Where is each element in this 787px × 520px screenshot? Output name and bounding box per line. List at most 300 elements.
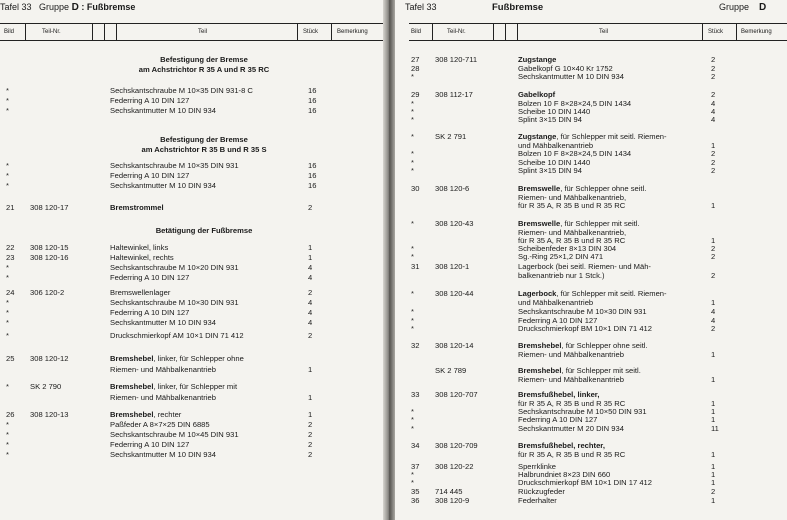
bild-cell: 37: [411, 462, 420, 471]
teil-nr-cell: 308 120-44: [435, 289, 474, 298]
col-bild: Bild: [4, 29, 15, 35]
stueck-cell: 1: [711, 399, 716, 408]
section-heading: am Achstrichtor R 35 A und R 35 RC: [138, 65, 270, 74]
teil-text: , für Schlepper mit seitl.: [560, 219, 640, 228]
stueck-cell: 4: [308, 273, 313, 282]
teil-text: Federring A 10 DIN 127: [110, 440, 190, 449]
table-row: [0, 354, 383, 364]
stueck-cell: 16: [308, 86, 317, 95]
stueck-cell: 1: [711, 496, 716, 505]
teil-cell: [110, 430, 239, 440]
teil-cell: [518, 72, 624, 82]
teil-text: Splint 3×15 DIN 94: [518, 166, 582, 175]
table-row: [0, 420, 383, 430]
teil-text: Lagerbock (bei seitl. Riemen- und Mäh-: [518, 262, 651, 271]
stueck-cell: 2: [711, 64, 716, 73]
col-teil-nr: Teil-Nr.: [42, 29, 61, 35]
stueck-cell: 4: [308, 263, 313, 272]
col-bemerkung: Bemerkung: [741, 29, 772, 35]
teil-text: Rückzugfeder: [518, 487, 565, 496]
stueck-cell: 4: [711, 115, 716, 124]
table-header: [0, 23, 383, 41]
table-row: [0, 243, 383, 253]
bild-cell: *: [6, 450, 9, 459]
bild-cell: *: [6, 161, 9, 170]
teil-text: , linker, für Schlepper ohne: [153, 354, 244, 363]
bild-cell: *: [411, 166, 414, 175]
stueck-cell: 1: [308, 253, 313, 262]
page-header-gruppe: [719, 2, 766, 13]
stueck-cell: 1: [711, 298, 716, 307]
teil-text: , für Schlepper mit seitl. Riemen-: [556, 289, 667, 298]
table-row: [395, 424, 787, 434]
teil-bold: Lagerbock: [518, 289, 557, 298]
teil-text: Sechskantmutter M 10 DIN 934: [518, 72, 624, 81]
teil-text: Sechskantschraube M 10×50 DIN 931: [518, 407, 647, 416]
col-stueck: Stück: [303, 29, 319, 35]
teil-text: Druckschmierkopf BM 10×1 DIN 71 412: [518, 324, 653, 333]
stueck-cell: 2: [711, 72, 716, 81]
table-row: [0, 450, 383, 460]
col-bild: Bild: [411, 29, 422, 35]
bild-cell: 25: [6, 354, 15, 363]
table-header: [409, 23, 787, 41]
teil-text: Sechskantmutter M 10 DIN 934: [110, 450, 216, 459]
teil-bold: Bremswelle: [518, 184, 561, 193]
teil-cell: [110, 318, 216, 328]
teil-cell: [518, 350, 624, 360]
teil-text: Federring A 10 DIN 127: [110, 273, 190, 282]
stueck-cell: 16: [308, 106, 317, 115]
teil-cell: [110, 420, 210, 430]
teil-nr-cell: 308 120-707: [435, 390, 478, 399]
bild-cell: *: [411, 316, 414, 325]
bild-cell: *: [6, 106, 9, 115]
page-title: Fußbremse: [492, 2, 544, 13]
teil-cell: [110, 450, 216, 460]
teil-text: und Mähbalkenantrieb: [518, 141, 594, 150]
bild-cell: *: [411, 99, 414, 108]
stueck-cell: 2: [308, 420, 313, 429]
bild-cell: *: [6, 298, 9, 307]
teil-text: Federring A 10 DIN 127: [110, 96, 190, 105]
bild-cell: *: [411, 307, 414, 316]
teil-text: Druckschmierkopf BM 10×1 DIN 17 412: [518, 478, 653, 487]
teil-text: Halbrundniet 8×23 DIN 660: [518, 470, 611, 479]
gruppe-label: Gruppe: [719, 2, 750, 12]
col-stueck: Stück: [708, 29, 724, 35]
teil-nr-cell: 308 120-6: [435, 184, 470, 193]
teil-nr-cell: SK 2 790: [30, 382, 62, 391]
bild-cell: *: [411, 72, 414, 81]
table-row: [395, 72, 787, 82]
teil-text: für R 35 A, R 35 B und R 35 RC: [518, 201, 626, 210]
table-row: [395, 201, 787, 211]
section-heading: am Achstrichtor R 35 B und R 35 S: [141, 145, 267, 154]
teil-cell: [110, 365, 216, 375]
teil-nr-cell: 308 120-1: [435, 262, 470, 271]
stueck-cell: 2: [308, 440, 313, 449]
table-row: [0, 410, 383, 420]
bild-cell: 27: [411, 55, 420, 64]
teil-text: Gabelkopf G 10×40 Kr 1752: [518, 64, 613, 73]
bild-cell: *: [6, 382, 9, 391]
teil-text: und Mähbalkenantrieb: [518, 298, 594, 307]
teil-cell: [518, 375, 624, 385]
teil-text: Haltewinkel, rechts: [110, 253, 174, 262]
col-bemerkung: Bemerkung: [337, 29, 368, 35]
teil-bold: Bremsfußhebel, rechter,: [518, 441, 605, 450]
gruppe-letter: D: [759, 2, 767, 13]
stueck-cell: 2: [711, 90, 716, 99]
table-row: [0, 308, 383, 318]
table-row: [395, 115, 787, 125]
bild-cell: 28: [411, 64, 420, 73]
bild-cell: *: [411, 107, 414, 116]
teil-bold: Bremshebel: [518, 366, 562, 375]
bild-cell: 31: [411, 262, 420, 271]
table-row: [0, 318, 383, 328]
table-row: [0, 253, 383, 263]
teil-cell: [110, 331, 244, 341]
table-row: [395, 350, 787, 360]
bild-cell: 33: [411, 390, 420, 399]
bild-cell: 29: [411, 90, 420, 99]
teil-cell: [110, 410, 181, 420]
bild-cell: 24: [6, 288, 15, 297]
teil-bold: Bremshebel: [110, 410, 154, 419]
bild-cell: 32: [411, 341, 420, 350]
teil-cell: [110, 253, 174, 263]
teil-text: Scheibe 10 DIN 1440: [518, 158, 591, 167]
stueck-cell: 2: [711, 244, 716, 253]
bild-cell: *: [6, 263, 9, 272]
teil-cell: [518, 252, 603, 262]
teil-nr-cell: 308 120-13: [30, 410, 69, 419]
bild-cell: *: [6, 273, 9, 282]
teil-nr-cell: SK 2 789: [435, 366, 467, 375]
teil-text: für R 35 A, R 35 B und R 35 RC: [518, 450, 626, 459]
teil-text: Riemen- und Mähbalkenantrieb,: [518, 193, 627, 202]
stueck-cell: 1: [308, 365, 313, 374]
stueck-cell: 1: [711, 478, 716, 487]
teil-text: für R 35 A, R 35 B und R 35 RC: [518, 399, 626, 408]
teil-text: Riemen- und Mähbalkenantrieb: [518, 350, 624, 359]
section-heading: Befestigung der Bremse: [160, 135, 248, 144]
stueck-cell: 1: [711, 236, 716, 245]
stueck-cell: 2: [308, 331, 313, 340]
table-row: [0, 430, 383, 440]
stueck-cell: 1: [711, 141, 716, 150]
table-row: [0, 181, 383, 191]
teil-cell: [110, 171, 189, 181]
teil-text: Riemen- und Mähbalkenantrieb: [110, 365, 216, 374]
teil-text: Federhalter: [518, 496, 557, 505]
teil-bold: Bremstrommel: [110, 203, 164, 212]
teil-bold: Gabelkopf: [518, 90, 556, 99]
bild-cell: 26: [6, 410, 15, 419]
col-teil: Teil: [198, 29, 208, 35]
teil-text: Bremswellenlager: [110, 288, 171, 297]
bild-cell: *: [411, 478, 414, 487]
left-page: [0, 0, 383, 520]
teil-text: Scheibe 10 DIN 1440: [518, 107, 591, 116]
table-row: [0, 171, 383, 181]
teil-cell: [518, 201, 625, 211]
bild-cell: *: [411, 219, 414, 228]
bild-cell: *: [6, 96, 9, 105]
bild-cell: *: [411, 132, 414, 141]
teil-cell: [110, 393, 216, 403]
table-row: [395, 166, 787, 176]
stueck-cell: 2: [308, 288, 313, 297]
teil-text: Sechskantschraube M 10×45 DIN 931: [110, 430, 239, 439]
teil-text: Sechskantmutter M 10 DIN 934: [110, 106, 216, 115]
teil-text: Sechskantmutter M 20 DIN 934: [518, 424, 624, 433]
stueck-cell: 2: [711, 487, 716, 496]
stueck-cell: 1: [711, 407, 716, 416]
teil-bold: Bremshebel: [110, 382, 154, 391]
teil-text: Sg.-Ring 25×1,2 DIN 471: [518, 252, 604, 261]
bild-cell: *: [411, 115, 414, 124]
teil-nr-cell: 308 120-711: [435, 55, 478, 64]
page-header: [0, 2, 135, 13]
teil-nr-cell: 308 120-17: [30, 203, 69, 212]
teil-bold: Bremshebel: [518, 341, 562, 350]
teil-text: Riemen- und Mähbalkenantrieb,: [518, 228, 627, 237]
teil-text: Sechskantschraube M 10×20 DIN 931: [110, 263, 239, 272]
table-row: [0, 288, 383, 298]
teil-text: Splint 3×15 DIN 94: [518, 115, 582, 124]
teil-cell: [110, 354, 244, 364]
bild-cell: *: [6, 440, 9, 449]
teil-bold: Bremshebel: [110, 354, 154, 363]
table-row: [0, 382, 383, 392]
teil-text: Haltewinkel, links: [110, 243, 169, 252]
bild-cell: *: [411, 158, 414, 167]
stueck-cell: 16: [308, 161, 317, 170]
teil-cell: [110, 440, 189, 450]
table-row: [0, 365, 383, 375]
bild-cell: 35: [411, 487, 420, 496]
table-row: [0, 106, 383, 116]
teil-text: Bolzen 10 F 8×28×24,5 DIN 1434: [518, 99, 632, 108]
stueck-cell: 1: [308, 243, 313, 252]
gruppe-label: Gruppe: [39, 2, 70, 12]
gruppe-letter: D: [71, 2, 79, 13]
teil-text: für R 35 A, R 35 B und R 35 RC: [518, 236, 626, 245]
teil-text: Sechskantschraube M 10×30 DIN 931: [110, 298, 239, 307]
teil-text: , rechter: [153, 410, 182, 419]
table-row: [0, 161, 383, 171]
table-row: [395, 271, 787, 281]
bild-cell: *: [411, 407, 414, 416]
table-row: [0, 96, 383, 106]
bild-cell: *: [411, 470, 414, 479]
bild-cell: *: [411, 424, 414, 433]
teil-cell: [518, 496, 557, 506]
teil-text: , für Schlepper mit seitl. Riemen-: [556, 132, 667, 141]
section-heading: Befestigung der Bremse: [160, 55, 248, 64]
teil-cell: [110, 382, 237, 392]
bild-cell: *: [411, 149, 414, 158]
teil-text: Sperrklinke: [518, 462, 556, 471]
table-row: [0, 86, 383, 96]
bild-cell: *: [6, 86, 9, 95]
teil-cell: [110, 263, 239, 273]
teil-text: , für Schlepper ohne seitl.: [561, 341, 648, 350]
teil-cell: [110, 243, 168, 253]
table-row: [395, 375, 787, 385]
teil-cell: [110, 96, 189, 106]
teil-text: , linker, für Schlepper mit: [153, 382, 238, 391]
teil-nr-cell: 308 120-709: [435, 441, 478, 450]
bild-cell: *: [6, 430, 9, 439]
table-row: [0, 298, 383, 308]
teil-text: Sechskantschraube M 10×35 DIN 931: [110, 161, 239, 170]
bild-cell: *: [6, 308, 9, 317]
bild-cell: 36: [411, 496, 420, 505]
teil-nr-cell: 308 120-22: [435, 462, 474, 471]
teil-text: Federring A 10 DIN 127: [110, 171, 190, 180]
table-row: [0, 263, 383, 273]
tafel-label: Tafel 33: [0, 2, 32, 12]
teil-nr-cell: 308 120-15: [30, 243, 69, 252]
bild-cell: *: [6, 171, 9, 180]
stueck-cell: 1: [711, 450, 716, 459]
teil-cell: [110, 298, 239, 308]
bild-cell: *: [411, 244, 414, 253]
teil-cell: [110, 308, 189, 318]
stueck-cell: 1: [711, 462, 716, 471]
table-row: [0, 440, 383, 450]
table-row: [0, 203, 383, 213]
stueck-cell: 4: [308, 308, 313, 317]
bild-cell: *: [6, 331, 9, 340]
bild-cell: *: [411, 324, 414, 333]
col-teil: Teil: [599, 29, 609, 35]
teil-bold: Bremswelle: [518, 219, 561, 228]
stueck-cell: 2: [308, 430, 313, 439]
bild-cell: *: [6, 181, 9, 190]
bild-cell: *: [411, 289, 414, 298]
stueck-cell: 4: [711, 307, 716, 316]
teil-bold: Zugstange: [518, 132, 557, 141]
teil-bold: Bremsfußhebel, linker,: [518, 390, 600, 399]
teil-text: Druckschmierkopf AM 10×1 DIN 71 412: [110, 331, 244, 340]
teil-text: Sechskantmutter M 10 DIN 934: [110, 181, 216, 190]
stueck-cell: 16: [308, 96, 317, 105]
teil-cell: [518, 424, 624, 434]
table-row: [0, 273, 383, 283]
teil-nr-cell: SK 2 791: [435, 132, 467, 141]
stueck-cell: 1: [308, 393, 313, 402]
stueck-cell: 16: [308, 171, 317, 180]
teil-text: Sechskantmutter M 10 DIN 934: [110, 318, 216, 327]
teil-nr-cell: 308 120-16: [30, 253, 69, 262]
bild-cell: 34: [411, 441, 420, 450]
table-row: [395, 496, 787, 506]
stueck-cell: 1: [711, 201, 716, 210]
teil-cell: [110, 161, 239, 171]
bild-cell: 30: [411, 184, 420, 193]
teil-text: Riemen- und Mähbalkenantrieb: [518, 375, 624, 384]
teil-cell: [518, 450, 625, 460]
stueck-cell: 4: [308, 318, 313, 327]
teil-bold: Zugstange: [518, 55, 557, 64]
teil-text: Scheibenfeder 8×13 DIN 304: [518, 244, 617, 253]
stueck-cell: 2: [711, 158, 716, 167]
teil-cell: [110, 203, 164, 213]
teil-cell: [518, 166, 582, 176]
tafel-label: Tafel 33: [405, 2, 437, 12]
teil-cell: [110, 288, 170, 298]
teil-text: Paßfeder A 8×7×25 DIN 6885: [110, 420, 210, 429]
stueck-cell: 2: [711, 324, 716, 333]
stueck-cell: 4: [308, 298, 313, 307]
stueck-cell: 2: [711, 166, 716, 175]
stueck-cell: 4: [711, 99, 716, 108]
teil-text: balkenantrieb nur 1 Stck.): [518, 271, 605, 280]
teil-cell: [110, 86, 253, 96]
teil-text: , für Schlepper mit seitl.: [561, 366, 641, 375]
book-gutter: [383, 0, 395, 520]
col-teil-nr: Teil-Nr.: [447, 29, 466, 35]
stueck-cell: 2: [711, 271, 716, 280]
teil-text: Riemen- und Mähbalkenantrieb: [110, 393, 216, 402]
bild-cell: 21: [6, 203, 15, 212]
teil-cell: [110, 273, 189, 283]
teil-nr-cell: 306 120-2: [30, 288, 65, 297]
stueck-cell: 16: [308, 181, 317, 190]
table-row: [395, 324, 787, 334]
page-title: : Fußbremse: [81, 2, 136, 12]
table-row: [395, 450, 787, 460]
bild-cell: *: [411, 252, 414, 261]
bild-cell: *: [6, 420, 9, 429]
teil-nr-cell: 714 445: [435, 487, 463, 496]
teil-text: Federring A 10 DIN 127: [518, 415, 598, 424]
page-header-tafel: [405, 2, 437, 12]
teil-nr-cell: 308 120-9: [435, 496, 470, 505]
teil-cell: [518, 271, 605, 281]
teil-text: , für Schlepper ohne seitl.: [560, 184, 647, 193]
stueck-cell: 2: [711, 149, 716, 158]
bild-cell: 23: [6, 253, 15, 262]
table-row: [0, 331, 383, 341]
stueck-cell: 4: [711, 107, 716, 116]
stueck-cell: 1: [711, 470, 716, 479]
teil-nr-cell: 308 120-14: [435, 341, 474, 350]
stueck-cell: 2: [308, 203, 313, 212]
stueck-cell: 1: [308, 410, 313, 419]
right-page: [395, 0, 787, 520]
bild-cell: *: [6, 318, 9, 327]
bild-cell: 22: [6, 243, 15, 252]
teil-cell: [110, 106, 216, 116]
stueck-cell: 1: [711, 375, 716, 384]
teil-nr-cell: 308 120-43: [435, 219, 474, 228]
teil-cell: [518, 115, 582, 125]
teil-text: Bolzen 10 F 8×28×24,5 DIN 1434: [518, 149, 632, 158]
teil-text: Sechskantschraube M 10×35 DIN 931-8 C: [110, 86, 253, 95]
stueck-cell: 1: [711, 415, 716, 424]
stueck-cell: 11: [711, 424, 719, 433]
table-row: [0, 393, 383, 403]
section-heading: Betätigung der Fußbremse: [155, 226, 253, 235]
stueck-cell: 2: [308, 450, 313, 459]
stueck-cell: 2: [711, 55, 716, 64]
